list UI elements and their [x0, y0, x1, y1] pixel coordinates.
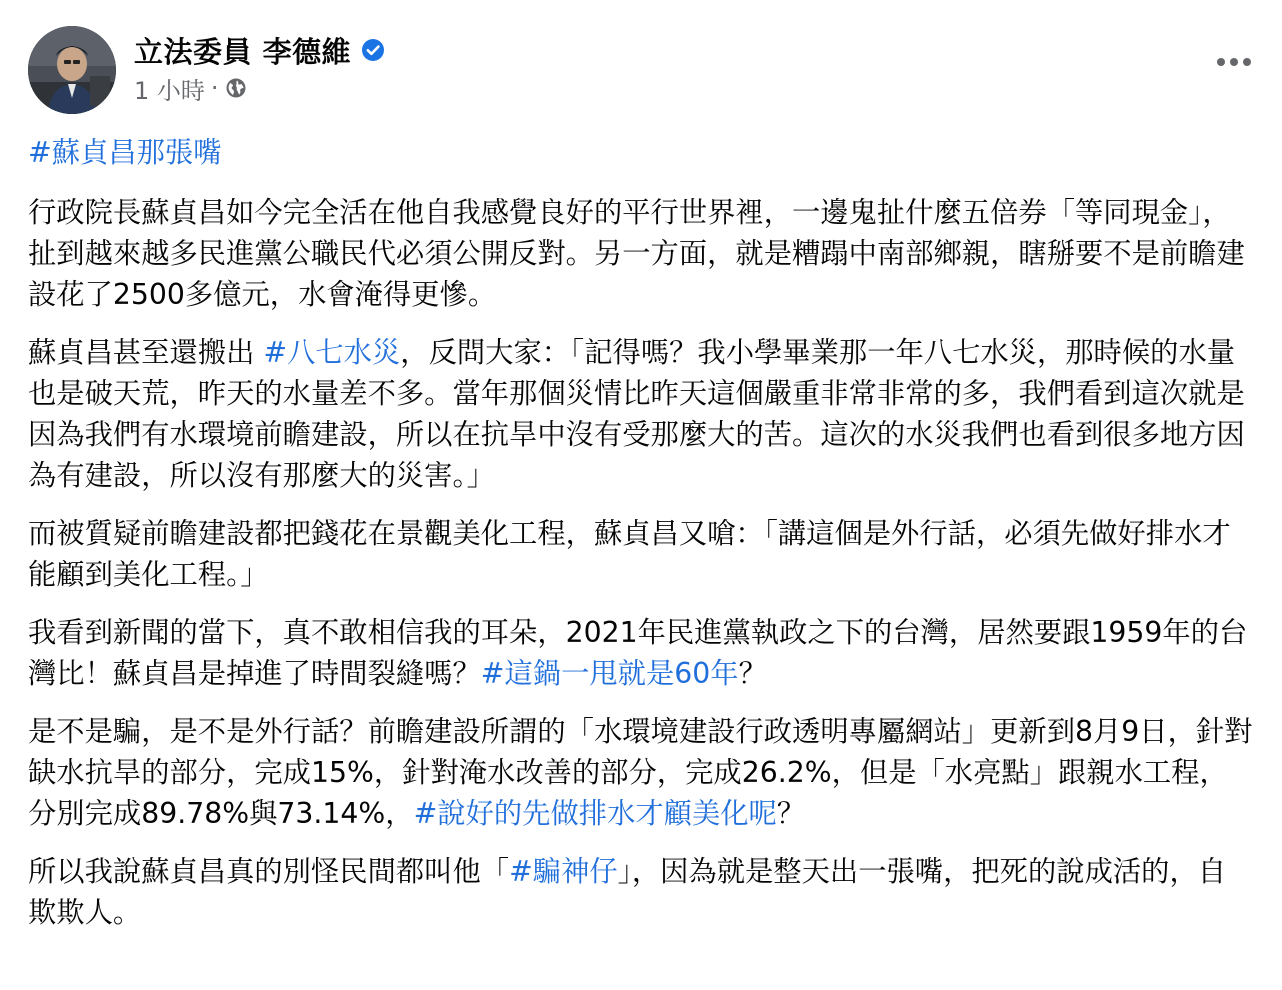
post-paragraph	[28, 711, 1254, 834]
hashtag-link[interactable]: #這鍋一甩就是60年	[480, 657, 739, 690]
post-paragraph: 而被質疑前瞻建設都把錢花在景觀美化工程，蘇貞昌又嗆：「講這個是外行話，必須先做好排水才能顧到美化工程。」	[28, 517, 1231, 591]
author-line	[134, 30, 385, 70]
post-timestamp[interactable]: 1 小時	[134, 76, 205, 105]
post-paragraph	[28, 851, 1254, 933]
post-paragraph: 行政院長蘇貞昌如今完全活在他自我感覺良好的平行世界裡，一邊鬼扯什麼五倍券「等同現金」，扯到越來越多民進黨公職民代必須公開反對。另一方面，就是糟蹋中南部鄉親，瞎掰要不是前瞻建設花了2500多億元，水會淹得更慘。	[28, 196, 1245, 311]
paragraph-text: 」，因為就是整天出一張嘴，把死的說成活的，自欺欺人。	[28, 855, 1227, 929]
meta-separator: ·	[210, 74, 219, 102]
post-meta	[134, 72, 247, 104]
verified-badge-icon	[361, 38, 385, 62]
paragraph-text: ？	[776, 797, 806, 830]
paragraph-text: 蘇貞昌甚至還搬出	[28, 336, 264, 369]
avatar-photo	[28, 26, 116, 114]
paragraph-text: ？	[738, 657, 767, 690]
post-paragraph	[28, 332, 1254, 496]
hashtag-link[interactable]: #騙神仔	[509, 855, 618, 888]
post-body	[28, 132, 1254, 933]
hashtag-link[interactable]: #蘇貞昌那張嘴	[28, 136, 222, 169]
more-options-icon	[1216, 57, 1252, 67]
paragraph-text: 是不是騙，是不是外行話？前瞻建設所謂的「水環境建設行政透明專屬網站」更新到8月9日，針對缺水抗旱的部分，完成15%，針對淹水改善的部分，完成26.2%，但是「水亮點」跟親水工程，分別完成89.78%與73.14%，	[28, 715, 1253, 830]
hashtag-link[interactable]: #八七水災	[263, 336, 401, 369]
hashtag-link[interactable]: #說好的先做排水才顧美化呢	[413, 797, 777, 830]
post-paragraph	[28, 612, 1254, 694]
paragraph-text: ，反問大家：「記得嗎？我小學畢業那一年八七水災，那時候的水量也是破天荒，昨天的水量差不多。當年那個災情比昨天這個嚴重非常非常的多，我們看到這次就是因為我們有水環境前瞻建設，所以在抗旱中沒有受那麼大的苦。這次的水災我們也看到很多地方因為有建設，所以沒有那麼大的災害。」	[28, 336, 1245, 492]
author-name[interactable]: 立法委員 李德維	[134, 34, 352, 69]
more-options-button[interactable]	[1214, 44, 1254, 80]
author-avatar[interactable]	[28, 26, 116, 114]
paragraph-text: 我看到新聞的當下，真不敢相信我的耳朵，2021年民進黨執政之下的台灣，居然要跟1959年的台灣比！蘇貞昌是掉進了時間裂縫嗎？	[28, 616, 1248, 690]
post-paragraph-hashtag	[28, 132, 1254, 173]
post-header	[28, 26, 1254, 116]
paragraph-text: 所以我說蘇貞昌真的別怪民間都叫他「	[28, 855, 510, 888]
globe-icon[interactable]	[225, 77, 247, 99]
